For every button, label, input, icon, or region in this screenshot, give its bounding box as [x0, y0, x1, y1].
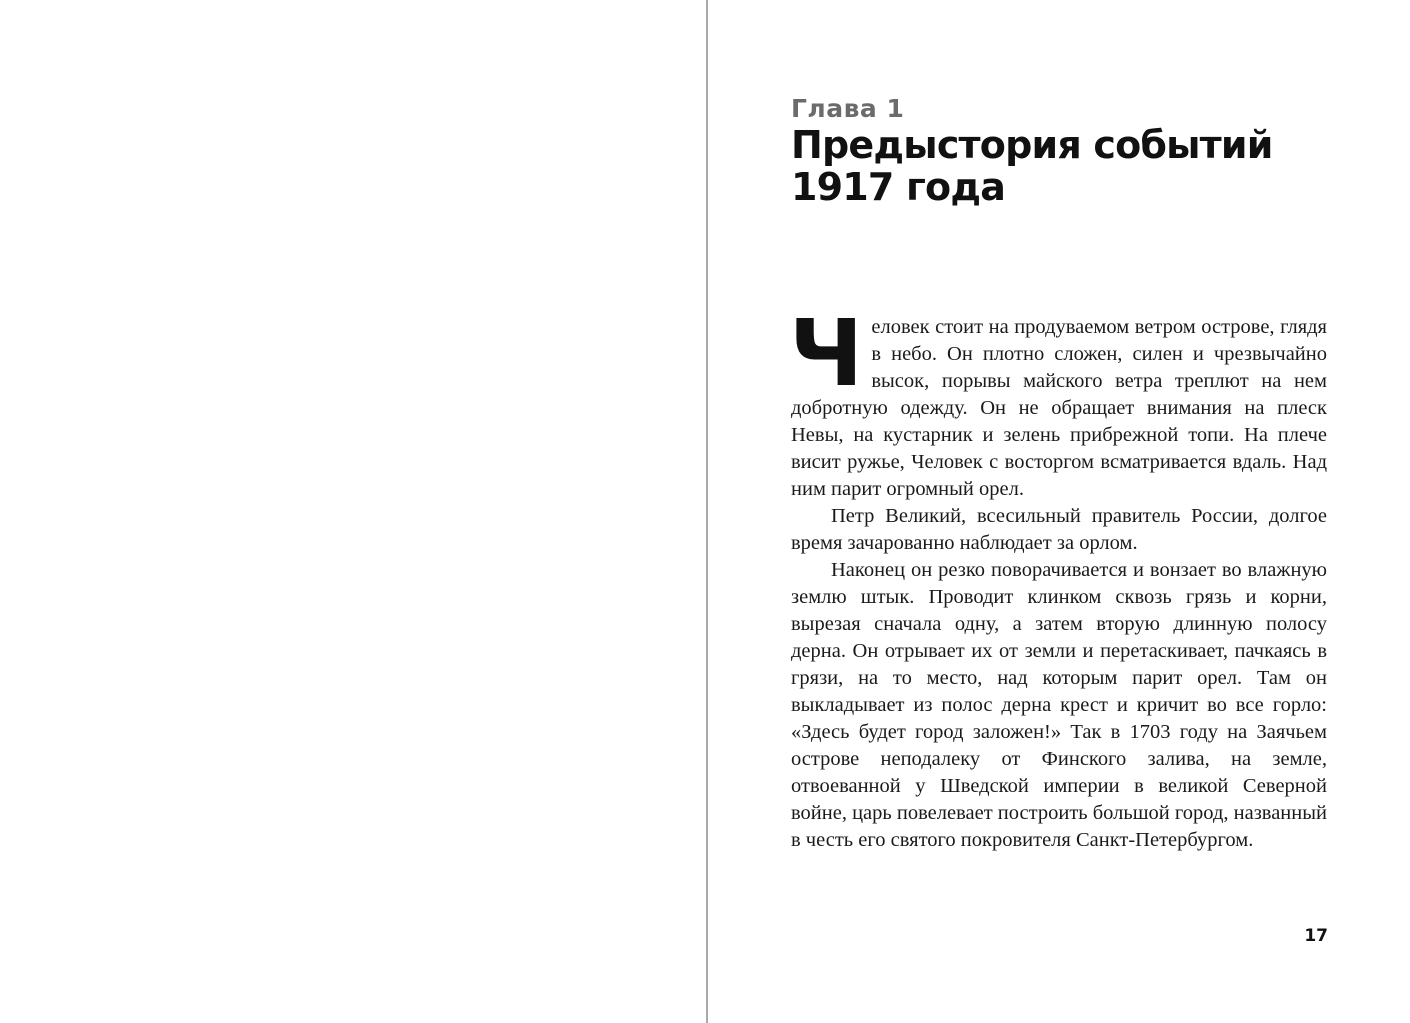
paragraph-1 [789, 300, 1327, 503]
chapter-title [791, 124, 1351, 208]
chapter-title-line-1: Предыстория событий [791, 123, 1273, 167]
chapter-label: Глава 1 [791, 94, 905, 123]
paragraph-2: Петр Великий, всесильный правитель России, долгое время зачарованно наблюдает за орлом. [791, 505, 1327, 554]
drop-cap: Ч [789, 300, 864, 407]
chapter-body-text [789, 300, 1327, 854]
paragraph-1-text: еловек стоит на продуваемом ветром острове, глядя в небо. Он плотно сложен, силен и чрезвычайно высок, порывы майского ветра треплют на нем добротную одежду. Он не обращает внимания на плеск Невы, на кустарник и зелень прибрежной топи. На плече висит ружье, Человек с восторгом всматривается вдаль. Над ним парит огромный орел. [791, 316, 1327, 500]
page-number: 17 [1304, 926, 1328, 946]
page-gutter [706, 0, 708, 1023]
paragraph-3: Наконец он резко поворачивается и вонзает во влажную землю штык. Проводит клинком сквозь грязь и корни, вырезая сначала одну, а затем вторую длинную полосу дерна. Он отрывает их от земли и перетаскивает, пачкаясь в грязи, на то место, над которым парит орел. Там он выкладывает из полос дерна крест и кричит во все горло: «Здесь будет город заложен!» Так в 1703 году на Заячьем острове неподалеку от Финского залива, на земле, отвоеванной у Шведской империи в великой Северной войне, царь повелевает построить большой город, названный в честь его святого покровителя Санкт-Петербургом. [791, 559, 1327, 851]
chapter-title-line-2: 1917 года [791, 165, 1006, 209]
